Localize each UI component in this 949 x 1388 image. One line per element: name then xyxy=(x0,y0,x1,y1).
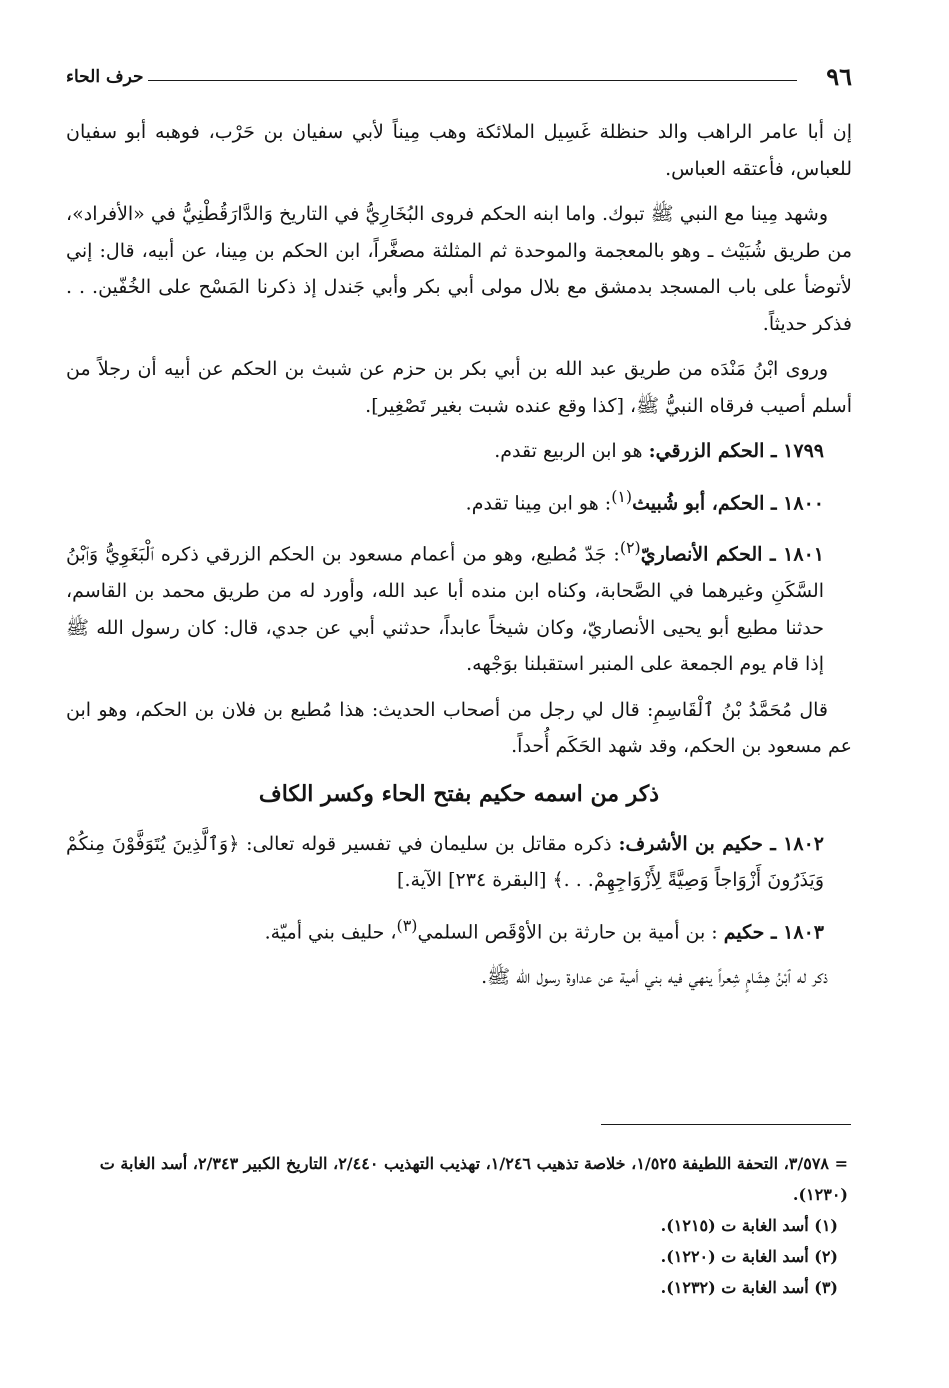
running-title: حرف الحاء xyxy=(66,67,144,87)
paragraph: وروى ابْنُ مَنْدَه من طريق عبد الله بن أبي بكر بن حزم عن شبث بن الحكم عن أبيه أن رجلاً من أسلم أصيب فرقاه النبيُّ ﷺ، [كذا وقع عنده شبت بغير تَصْغِير]. xyxy=(66,358,852,417)
footnotes xyxy=(66,1148,852,1303)
page-number: ٩٦ xyxy=(826,62,852,91)
paragraph: قال مُحَمَّدُ بْنُ ٱلْقَاسِمِ: قال لي رجل من أصحاب الحديث: هذا مُطيع بن فلان بن الحكم، وهو ابن عم مسعود بن الحكم، وقد شهد الحَكَم أُحداً. xyxy=(66,698,852,758)
entry-text: ذكره مقاتل بن سليمان في تفسير قوله تعالى: ﴿وَٱلَّذِينَ يُتَوَفَّوْنَ مِنكُمْ وَيَذَرُونَ أَزْوَاجاً وَصِيَّةً لِأَزْوَاجِهِمْ. . .﴾ [البقرة ٢٣٤] الآية.] xyxy=(66,832,824,892)
paragraph: إن أبا عامر الراهب والد حنظلة غَسِيل الملائكة وهب مِيناً لأبي سفيان بن حَرْب، فوهبه أبو سفيان للعباس، فأعتقه العباس. xyxy=(66,121,852,180)
entry-text: : جَدّ مُطيع، وهو من أعمام مسعود بن الحكم الزرقي ذكره ٱلْبَغَوِيُّ وَٱبْنُ السَّكَنِ وغيرهما في الصَّحابة، وكناه ابن منده أبا عبد الله، وأورد له من طريق محمد بن القاسم، حدثنا مطيع أبو يحيى الأنصاريّ، وكان شيخاً عابداً، حدثني أبي عن جدي، قال: كان رسول الله ﷺ إذا قام يوم الجمعة على المنبر استقبلنا بوَجْهه. xyxy=(66,543,824,676)
entry-text: : بن أمية بن حارثة بن الأوْقَص السلمي xyxy=(417,920,724,943)
footnote-ref: (٢) xyxy=(619,538,641,558)
entry-heading: ١٨٠٢ ـ حكيم بن الأشرف: xyxy=(618,832,824,855)
footnote-ref: (٣) xyxy=(396,915,418,935)
entry-text: هو ابن الربيع تقدم. xyxy=(494,440,649,462)
header-rule xyxy=(148,80,797,81)
entry-text: ، حليف بني أميّة. xyxy=(264,920,397,943)
section-heading: ذكر من اسمه حكيم بفتح الحاء وكسر الكاف xyxy=(258,780,660,807)
entry-heading: ١٨٠١ ـ الحكم الأنصاريّ xyxy=(640,543,824,566)
entry-1803 xyxy=(66,908,852,951)
footnote-item: (٢) أسد الغابة ت (١٢٢٠). xyxy=(660,1247,838,1266)
paragraph: وشهد مِينا مع النبي ﷺ تبوك. واما ابنه الحكم فروى البُخَارِيُّ في التاريخ وَالدَّارَقُطْنِيُّ في «الأفراد»، من طريق شُبَيْث ـ وهو بالمعجمة والموحدة ثم المثلثة مصغَّراً، ابن الحكم بن مِينا، عن أبيه، قال: إني لأتوضأ على باب المسجد بدمشق مع بلال مولى أبي بكر وأبي جَندل إذ ذكرنا المَسْح على الخُفّين. . . فذكر حديثاً. xyxy=(66,203,852,335)
footnote-ref: (١) xyxy=(611,486,633,506)
entry-1801 xyxy=(66,530,852,682)
paragraph: ذكر له ٱبْنُ هِشَامٍ شِعراً ينهي فيه بني أمية عن عداوة رسول الله ﷺ. xyxy=(481,966,828,989)
entry-heading: ١٨٠٠ ـ الحكم، أبو شُبيث xyxy=(632,491,824,514)
footnote-continuation: = ٣/٥٧٨، التحفة اللطيفة ١/٥٢٥، خلاصة تذهيب ١/٢٤٦، تهذيب التهذيب ٢/٤٤٠، التاريخ الكبير ٢/٣٤٣، أسد الغابة ت (١٢٣٠). xyxy=(99,1154,848,1204)
page-header xyxy=(66,62,852,98)
entry-1799 xyxy=(66,433,852,470)
footnote-rule xyxy=(601,1124,851,1125)
entry-1800 xyxy=(66,479,852,522)
entry-heading: ١٨٠٣ ـ حكيم xyxy=(723,920,824,943)
footnote-item: (٣) أسد الغابة ت (١٢٣٢). xyxy=(660,1278,838,1297)
entry-1802 xyxy=(66,826,852,899)
footnote-item: (١) أسد الغابة ت (١٢١٥). xyxy=(660,1216,838,1235)
entry-heading: ١٧٩٩ ـ الحكم الزرقي: xyxy=(648,440,824,462)
entry-text: : هو ابن مِينا تقدم. xyxy=(465,491,612,514)
main-text xyxy=(66,114,852,1005)
